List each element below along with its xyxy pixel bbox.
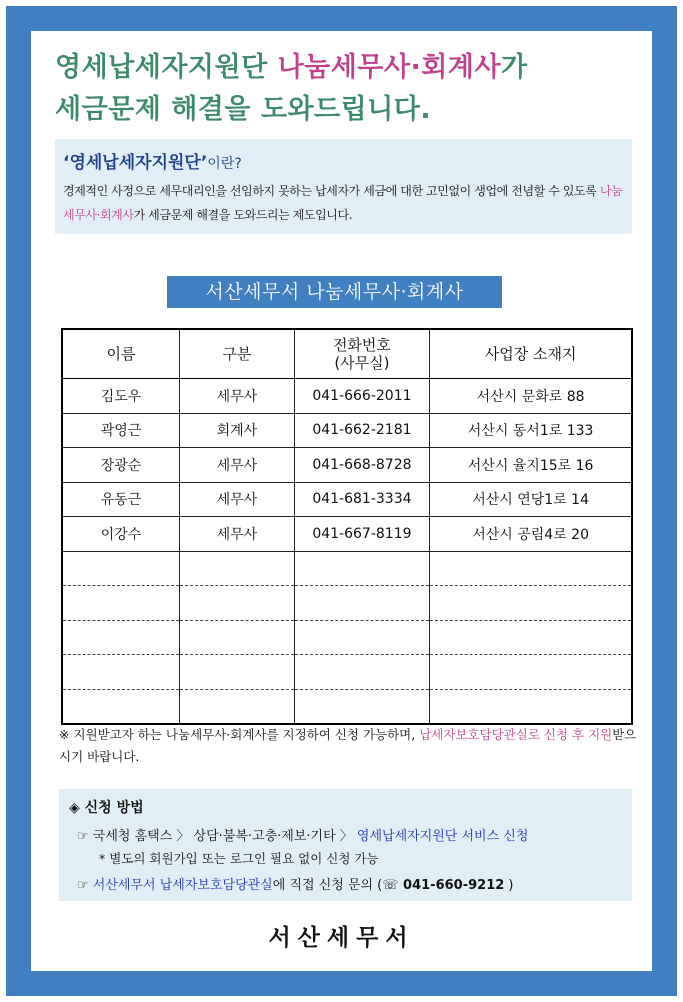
cell-address: 서산시 연당1로 14 bbox=[430, 482, 632, 517]
office-name: 서산세무서 납세자보호담당관실 bbox=[92, 878, 273, 893]
cell-type: 세무사 bbox=[180, 379, 295, 414]
headline-part: 영세납세자지원단 bbox=[55, 52, 278, 83]
cell-address: 서산시 공림4로 20 bbox=[430, 517, 632, 552]
note-highlight: 납세자보호담당관실로 신청 후 지원 bbox=[419, 727, 613, 742]
method-line-note: * 별도의 회원가입 또는 로그인 필요 없이 신청 가능 bbox=[99, 851, 379, 866]
method-title: ◈ 신청 방법 bbox=[69, 800, 144, 816]
hometax-service-link[interactable]: 영세납세자지원단 서비스 신청 bbox=[356, 829, 529, 844]
table-row-empty bbox=[62, 655, 632, 690]
intro-text-highlight: 나눔세무사·회계사 bbox=[63, 184, 623, 222]
headline bbox=[55, 47, 645, 131]
office-signature: 서산세무서 bbox=[268, 925, 415, 951]
empty-cell bbox=[180, 620, 295, 655]
application-method-panel bbox=[59, 789, 632, 901]
table-header-row bbox=[62, 329, 632, 379]
cell-name: 이강수 bbox=[62, 517, 180, 552]
empty-cell bbox=[430, 689, 632, 724]
empty-cell bbox=[180, 586, 295, 621]
cell-name: 김도우 bbox=[62, 379, 180, 414]
poster bbox=[31, 31, 652, 971]
empty-cell bbox=[62, 620, 180, 655]
empty-cell bbox=[62, 689, 180, 724]
empty-cell bbox=[62, 586, 180, 621]
empty-cell bbox=[430, 620, 632, 655]
table-row bbox=[62, 482, 632, 517]
empty-cell bbox=[294, 655, 430, 690]
table-row bbox=[62, 379, 632, 414]
intro-text-part: 가 세금문제 해결을 도와드리는 제도입니다. bbox=[133, 208, 353, 222]
cell-phone: 041-681-3334 bbox=[294, 482, 430, 517]
intro-title bbox=[63, 148, 242, 173]
cell-type: 세무사 bbox=[180, 448, 295, 483]
empty-cell bbox=[62, 655, 180, 690]
headline-part: 가 bbox=[500, 52, 528, 83]
empty-cell bbox=[180, 551, 295, 586]
empty-cell bbox=[430, 655, 632, 690]
cell-name: 곽영근 bbox=[62, 413, 180, 448]
note-part: 받으시기 바랍니다. bbox=[59, 727, 637, 764]
headline-line-2: 세금문제 해결을 도와드립니다. bbox=[55, 94, 432, 125]
page-frame bbox=[6, 6, 677, 996]
empty-cell bbox=[180, 689, 295, 724]
advisor-table bbox=[61, 328, 633, 725]
empty-cell bbox=[294, 689, 430, 724]
cell-name: 장광순 bbox=[62, 448, 180, 483]
col-type-header: 구분 bbox=[180, 329, 295, 379]
cell-address: 서산시 문화로 88 bbox=[430, 379, 632, 414]
section-banner: 서산세무서 나눔세무사·회계사 bbox=[167, 276, 502, 308]
cell-type: 세무사 bbox=[180, 482, 295, 517]
cell-phone: 041-667-8119 bbox=[294, 517, 430, 552]
table-row bbox=[62, 448, 632, 483]
application-note bbox=[59, 724, 639, 768]
intro-title-main: ‘영세납세자지원단’ bbox=[63, 153, 208, 173]
table-row-empty bbox=[62, 620, 632, 655]
cell-address: 서산시 동서1로 133 bbox=[430, 413, 632, 448]
col-name-header: 이름 bbox=[62, 329, 180, 379]
method-line-part: 에 직접 신청 문의 ( bbox=[272, 878, 383, 893]
method-line-part: ☞ bbox=[77, 878, 93, 893]
cell-phone: 041-666-2011 bbox=[294, 379, 430, 414]
table-row bbox=[62, 413, 632, 448]
method-line-part: ) bbox=[504, 878, 514, 893]
table-row-empty bbox=[62, 551, 632, 586]
headline-line-1 bbox=[55, 47, 645, 89]
cell-type: 회계사 bbox=[180, 413, 295, 448]
cell-name: 유동근 bbox=[62, 482, 180, 517]
empty-cell bbox=[430, 551, 632, 586]
empty-cell bbox=[430, 586, 632, 621]
method-line-part: ☞ 국세청 홈택스 〉 상담·불복·고충·제보·기타 〉 bbox=[77, 829, 357, 844]
col-address-header: 사업장 소재지 bbox=[430, 329, 632, 379]
table-row-empty bbox=[62, 586, 632, 621]
headline-highlight: 나눔세무사·회계사 bbox=[277, 52, 501, 83]
empty-cell bbox=[294, 551, 430, 586]
table-row-empty bbox=[62, 689, 632, 724]
note-part: ※ 지원받고자 하는 나눔세무사·회계사를 지정하여 신청 가능하며, bbox=[59, 727, 420, 742]
empty-cell bbox=[294, 620, 430, 655]
cell-phone: 041-662-2181 bbox=[294, 413, 430, 448]
col-phone-header: 전화번호 (사무실) bbox=[294, 329, 430, 379]
cell-phone: 041-668-8728 bbox=[294, 448, 430, 483]
empty-cell bbox=[294, 586, 430, 621]
cell-type: 세무사 bbox=[180, 517, 295, 552]
intro-text-part: 경제적인 사정으로 세무대리인을 선임하지 못하는 납세자가 세금에 대한 고민없이 생업에 전념할 수 있도록 bbox=[63, 184, 600, 198]
table-row bbox=[62, 517, 632, 552]
cell-address: 서산시 율지15로 16 bbox=[430, 448, 632, 483]
intro-text bbox=[63, 179, 628, 227]
empty-cell bbox=[180, 655, 295, 690]
intro-title-suffix: 이란? bbox=[207, 156, 242, 172]
empty-cell bbox=[62, 551, 180, 586]
phone-number: ☏ 041-660-9212 bbox=[382, 878, 505, 893]
method-line-hometax bbox=[77, 825, 528, 844]
intro-panel bbox=[55, 139, 632, 234]
method-line-office bbox=[77, 874, 514, 893]
